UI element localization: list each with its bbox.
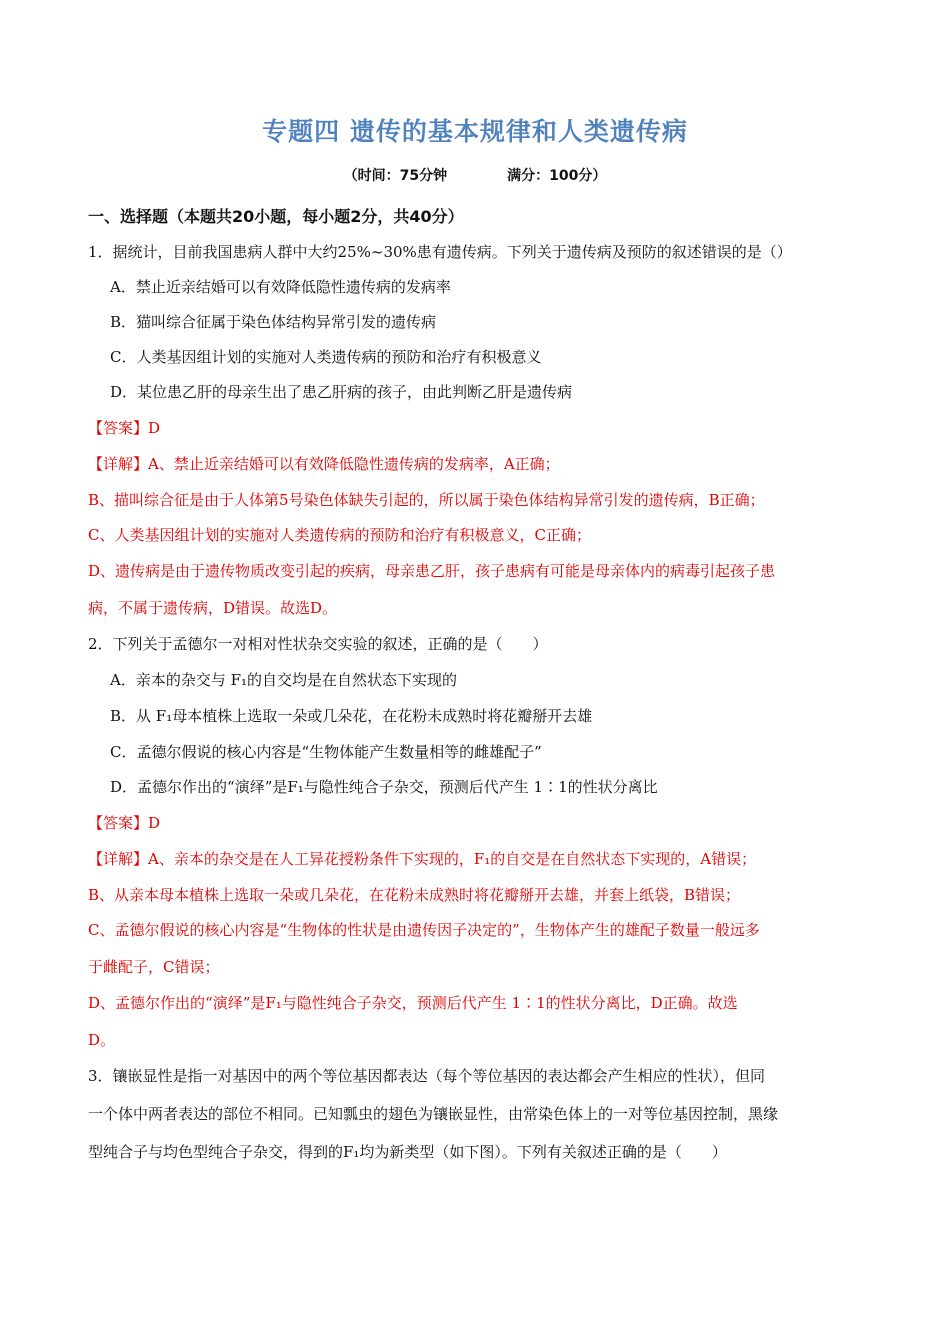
- q2-option-c: C．孟德尔假说的核心内容是“生物体能产生数量相等的雌雄配子”: [110, 743, 542, 761]
- q2-explain-line: C、孟德尔假说的核心内容是“生物体的性状是由遗传因子决定的”，生物体产生的雄配子数量一般远多: [88, 921, 760, 939]
- q2-explain-line: D、孟德尔作出的“演绎”是F₁与隐性纯合子杂交，预测后代产生 1∶1的性状分离比，D正确。故选: [88, 994, 738, 1012]
- q3-stem-line: 型纯合子与均色型纯合子杂交，得到的F₁均为新类型（如下图）。下列有关叙述正确的是（ ）: [88, 1143, 727, 1161]
- q2-explain-line: 【详解】A、亲本的杂交是在人工异花授粉条件下实现的，F₁的自交是在自然状态下实现的，A错误；: [88, 850, 757, 868]
- q2-option-a: A．亲本的杂交与 F₁的自交均是在自然状态下实现的: [110, 671, 458, 689]
- q2-explain-line: D。: [88, 1031, 116, 1049]
- q1-explain-line: 病，不属于遗传病，D错误。故选D。: [88, 599, 338, 617]
- q2-answer: 【答案】D: [88, 814, 161, 832]
- q1-stem: 1．据统计，目前我国患病人群中大约25%~30%患有遗传病。下列关于遗传病及预防的叙述错误的是（）: [88, 243, 792, 261]
- q1-option-b: B．猫叫综合征属于染色体结构异常引发的遗传病: [110, 313, 437, 331]
- q2-explain-line: 于雌配子，C错误；: [88, 958, 220, 976]
- exam-score: 满分：100分）: [507, 168, 607, 184]
- exam-info: [0, 165, 950, 185]
- q3-stem-line: 一个体中两者表达的部位不相同。已知瓢虫的翅色为镶嵌显性，由常染色体上的一对等位基因控制，黑缘: [88, 1105, 779, 1123]
- q1-option-c: C．人类基因组计划的实施对人类遗传病的预防和治疗有积极意义: [110, 348, 542, 366]
- q1-explain-line: B、描叫综合征是由于人体第5号染色体缺失引起的，所以属于染色体结构异常引发的遗传病，B正确；: [88, 491, 765, 509]
- q2-explain-line: B、从亲本母本植株上选取一朵或几朵花，在花粉未成熟时将花瓣掰开去雄，并套上纸袋，B错误；: [88, 886, 741, 904]
- q2-option-d: D．孟德尔作出的“演绎”是F₁与隐性纯合子杂交，预测后代产生 1∶1的性状分离比: [110, 778, 658, 796]
- section-heading: 一、选择题（本题共20小题，每小题2分，共40分）: [88, 207, 464, 226]
- q1-explain-line: D、遗传病是由于遗传物质改变引起的疾病，母亲患乙肝，孩子患病有可能是母亲体内的病毒引起孩子患: [88, 562, 776, 580]
- q1-explain-line: C、人类基因组计划的实施对人类遗传病的预防和治疗有积极意义，C正确；: [88, 526, 591, 544]
- q2-option-b: B．从 F₁母本植株上选取一朵或几朵花，在花粉未成熟时将花瓣掰开去雄: [110, 707, 593, 725]
- q3-stem-line: 3．镶嵌显性是指一对基因中的两个等位基因都表达（每个等位基因的表达都会产生相应的性状），但同: [88, 1067, 766, 1085]
- q1-answer: 【答案】D: [88, 419, 161, 437]
- page-title: 专题四 遗传的基本规律和人类遗传病: [262, 117, 688, 146]
- q1-option-d: D．某位患乙肝的母亲生出了患乙肝病的孩子，由此判断乙肝是遗传病: [110, 383, 573, 401]
- exam-time: （时间：75分钟: [343, 168, 448, 184]
- q1-explain-line: 【详解】A、禁止近亲结婚可以有效降低隐性遗传病的发病率，A正确；: [88, 455, 560, 473]
- q2-stem: 2．下列关于孟德尔一对相对性状杂交实验的叙述，正确的是（ ）: [88, 635, 548, 653]
- q1-option-a: A．禁止近亲结婚可以有效降低隐性遗传病的发病率: [110, 278, 451, 296]
